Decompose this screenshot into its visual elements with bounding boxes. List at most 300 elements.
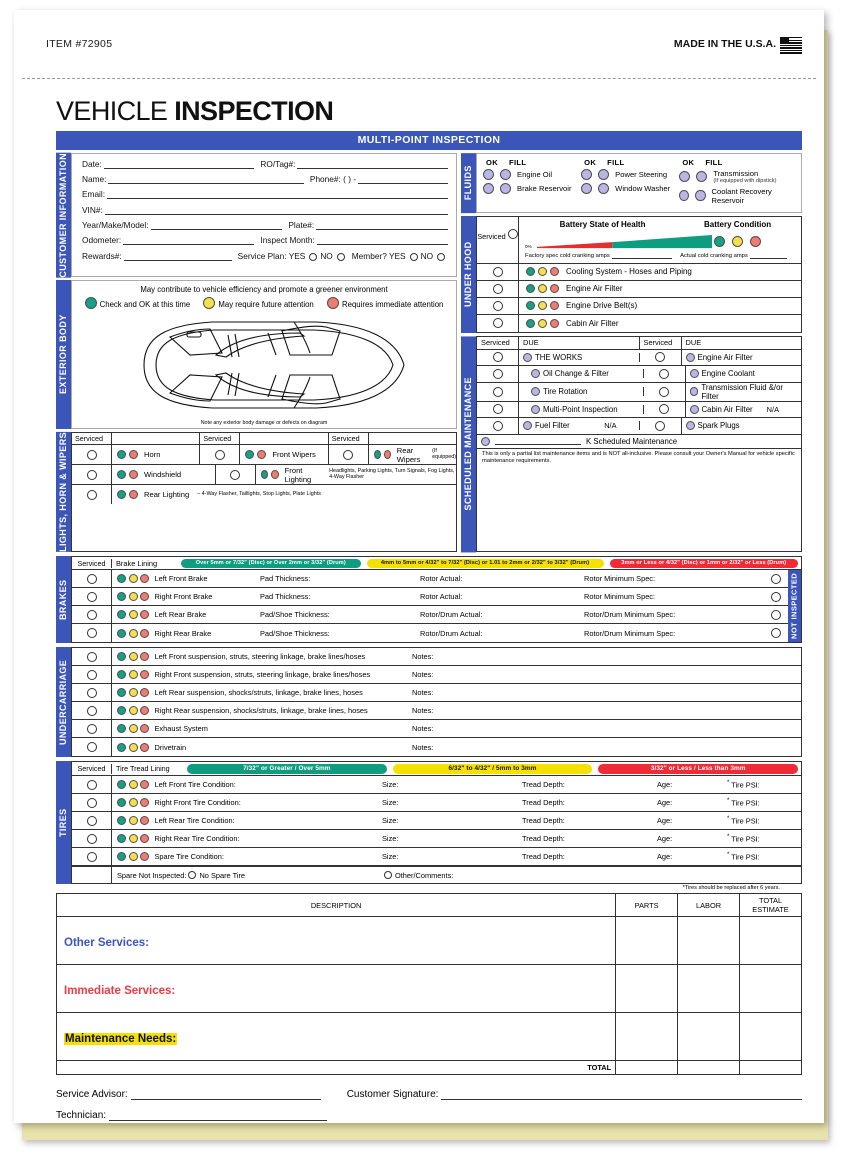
green-dot-icon[interactable] xyxy=(117,780,126,789)
k-sched-input[interactable] xyxy=(495,437,581,445)
rf-tire-tread-field[interactable]: Tread Depth: xyxy=(522,798,565,808)
red-dot-icon[interactable] xyxy=(140,574,149,583)
engine-drive-belt-item[interactable] xyxy=(519,301,801,310)
cabin-air-filter-sched-item[interactable] xyxy=(686,405,801,414)
transmission-fluid-item[interactable] xyxy=(686,383,801,401)
engine-coolant-label: Engine Coolant xyxy=(701,369,755,379)
multi-point-serviced-radio[interactable] xyxy=(477,402,519,418)
lr-rotor-drum-actual-field[interactable]: Rotor/Drum Actual: xyxy=(420,610,483,620)
oil-change-label: Oil Change & Filter xyxy=(543,369,609,379)
red-dot-icon[interactable] xyxy=(271,470,279,479)
green-dot-icon xyxy=(85,297,97,309)
lr-tire-tread-field[interactable]: Tread Depth: xyxy=(522,816,565,826)
battery-serviced-radio[interactable] xyxy=(508,229,518,239)
other-services-label: Other Services: xyxy=(64,936,150,949)
title-bold: INSPECTION xyxy=(174,96,334,126)
spare-tire-label: Spare Tire Condition: xyxy=(154,852,224,862)
cooling-system-serviced-radio[interactable] xyxy=(477,264,519,280)
yellow-dot-icon[interactable] xyxy=(538,284,547,293)
maintenance-needs-cell[interactable] xyxy=(57,1013,616,1061)
inspect-month-input[interactable] xyxy=(317,236,448,245)
other-services-total[interactable] xyxy=(740,917,802,965)
red-dot-icon[interactable] xyxy=(140,816,149,825)
member-no-radio[interactable] xyxy=(437,253,445,261)
green-dot-icon[interactable] xyxy=(117,610,126,619)
yellow-dot-icon[interactable] xyxy=(129,610,138,619)
lf-tire-age-field[interactable]: Age: xyxy=(657,780,673,790)
total-estimate[interactable] xyxy=(740,1061,802,1075)
engine-oil-fill-radio[interactable] xyxy=(500,169,511,180)
tire-rotation-label: Tire Rotation xyxy=(543,387,588,397)
spare-tire-item[interactable] xyxy=(112,852,382,861)
red-dot-icon[interactable] xyxy=(257,450,266,459)
lr-susp-notes-field[interactable]: Notes: xyxy=(412,688,434,698)
transmission-ok-radio[interactable] xyxy=(679,171,690,182)
lf-brake-serviced-radio[interactable] xyxy=(72,570,112,587)
actual-amps-label: Actual cold cranking amps xyxy=(680,252,748,259)
rr-brake-serviced-radio[interactable] xyxy=(72,624,112,642)
yellow-dot-icon[interactable] xyxy=(538,301,547,310)
signature-block xyxy=(56,1089,802,1121)
yellow-dot-icon[interactable] xyxy=(129,780,138,789)
rr-brake-item[interactable] xyxy=(112,629,260,638)
tire-pill-green: 7/32" or Greater / Over 5mm xyxy=(187,764,387,774)
transmission-fill-radio[interactable] xyxy=(696,171,707,182)
green-dot-icon[interactable] xyxy=(714,236,725,247)
plate-input[interactable] xyxy=(316,221,448,230)
spare-tire-age-field[interactable]: Age: xyxy=(657,852,673,862)
green-dot-icon[interactable] xyxy=(117,592,126,601)
power-steering-row[interactable] xyxy=(581,169,675,180)
actual-amps-input[interactable] xyxy=(750,251,787,259)
drivetrain-serviced-radio[interactable] xyxy=(72,738,112,756)
front-wipers-item[interactable] xyxy=(240,445,328,464)
fuel-filter-na: N/A xyxy=(604,421,617,431)
red-dot-icon[interactable] xyxy=(140,670,149,679)
signature-row-1 xyxy=(56,1089,802,1100)
k-scheduled-maintenance-row[interactable] xyxy=(477,435,801,449)
window-washer-ok-radio[interactable] xyxy=(581,183,592,194)
odometer-input[interactable] xyxy=(123,236,254,245)
factory-spec-label: Factory spec cold cranking amps xyxy=(525,252,610,259)
red-dot-icon[interactable] xyxy=(140,724,149,733)
rr-tire-age-field[interactable]: Age: xyxy=(657,834,673,844)
red-dot-icon[interactable] xyxy=(384,450,391,459)
serviced-header: Serviced xyxy=(477,231,506,241)
rear-wipers-serviced-radio[interactable] xyxy=(329,445,369,464)
rf-tire-age-field[interactable]: Age: xyxy=(657,798,673,808)
drivetrain-label: Drivetrain xyxy=(154,742,187,752)
car-top-view-diagram[interactable] xyxy=(104,311,424,419)
yellow-dot-icon[interactable] xyxy=(129,652,138,661)
yellow-dot-icon[interactable] xyxy=(129,574,138,583)
window-washer-fill-radio[interactable] xyxy=(598,183,609,194)
date-input[interactable] xyxy=(104,160,255,169)
row-name-phone xyxy=(82,174,448,184)
transmission-label: Transmission xyxy=(713,168,759,178)
yellow-dot-icon[interactable] xyxy=(129,816,138,825)
red-dot-icon[interactable] xyxy=(140,610,149,619)
lf-not-inspected-radio[interactable] xyxy=(764,574,788,584)
maintenance-needs-parts[interactable] xyxy=(616,1013,678,1061)
transmission-row[interactable] xyxy=(679,169,797,184)
fuel-filter-serviced-radio[interactable] xyxy=(477,418,519,434)
rear-lighting-serviced-radio[interactable] xyxy=(72,485,112,504)
yellow-dot-icon[interactable] xyxy=(129,798,138,807)
technician-label: Technician: xyxy=(56,1110,107,1122)
spare-tire-size-field[interactable]: Size: xyxy=(382,852,399,862)
engine-oil-ok-radio[interactable] xyxy=(483,169,494,180)
green-dot-icon[interactable] xyxy=(117,798,126,807)
rr-pad-shoe-field[interactable]: Pad/Shoe Thickness: xyxy=(260,628,330,638)
immediate-services-cell[interactable] xyxy=(57,965,616,1013)
rotag-input[interactable] xyxy=(297,160,448,169)
name-input[interactable] xyxy=(108,175,303,184)
green-dot-icon[interactable] xyxy=(117,670,126,679)
lr-pad-shoe-field[interactable]: Pad/Shoe Thickness: xyxy=(260,610,330,620)
rear-lighting-item[interactable] xyxy=(112,485,456,504)
red-dot-icon xyxy=(327,297,339,309)
brake-reservoir-row[interactable] xyxy=(483,183,577,194)
rr-tire-tread-field[interactable]: Tread Depth: xyxy=(522,834,565,844)
rf-rotor-actual-field[interactable]: Rotor Actual: xyxy=(420,592,463,602)
lf-tire-psi-field[interactable] xyxy=(727,780,801,789)
battery-health-gauge[interactable] xyxy=(525,231,680,249)
windshield-serviced-radio[interactable] xyxy=(72,465,112,484)
lr-brake-serviced-radio[interactable] xyxy=(72,606,112,623)
red-dot-icon[interactable] xyxy=(550,267,559,276)
horn-serviced-radio[interactable] xyxy=(72,445,112,464)
lights-spacer-1 xyxy=(112,433,200,444)
brake-reservoir-ok-radio[interactable] xyxy=(483,183,494,194)
yellow-dot-icon[interactable] xyxy=(129,852,138,861)
other-comments-radio[interactable] xyxy=(384,871,392,879)
engine-coolant-item[interactable] xyxy=(686,369,801,378)
spare-tire-psi-field[interactable] xyxy=(727,852,801,861)
rewards-input[interactable] xyxy=(124,252,232,261)
the-works-serviced-radio[interactable] xyxy=(477,350,519,366)
table-row xyxy=(57,965,802,1013)
rr-rotor-drum-min-field[interactable]: Rotor/Drum Minimum Spec: xyxy=(584,628,676,638)
tires-serviced-header: Serviced xyxy=(72,764,112,774)
condition-legend xyxy=(78,297,450,309)
red-dot-icon[interactable] xyxy=(140,834,149,843)
rr-tire-item[interactable] xyxy=(112,834,382,843)
red-dot-icon[interactable] xyxy=(140,798,149,807)
vin-input[interactable] xyxy=(105,206,448,215)
lr-tire-psi-field[interactable] xyxy=(727,816,801,825)
green-dot-icon[interactable] xyxy=(117,490,126,499)
lights-horn-wipers-tab: LIGHTS, HORN & WIPERS xyxy=(56,432,71,552)
no-spare-tire-radio[interactable] xyxy=(188,871,196,879)
red-dot-icon[interactable] xyxy=(140,852,149,861)
rf-brake-label: Right Front Brake xyxy=(154,592,213,602)
green-dot-icon[interactable] xyxy=(117,816,126,825)
rf-tire-item[interactable] xyxy=(112,798,382,807)
lr-susp-item[interactable] xyxy=(112,688,412,697)
rr-tire-serviced-radio[interactable] xyxy=(72,830,112,847)
rr-susp-notes-field[interactable]: Notes: xyxy=(412,706,434,716)
cabin-air-filter-label: Cabin Air Filter xyxy=(566,318,619,328)
other-comments-group[interactable] xyxy=(382,871,801,880)
row-email xyxy=(82,189,448,199)
rear-wipers-item[interactable] xyxy=(369,445,456,464)
lf-susp-notes-field[interactable]: Notes: xyxy=(412,652,434,662)
rf-tire-serviced-radio[interactable] xyxy=(72,794,112,811)
green-dot-icon[interactable] xyxy=(117,629,126,638)
cabin-air-filter-serviced-radio[interactable] xyxy=(477,315,519,332)
yellow-dot-icon[interactable] xyxy=(129,629,138,638)
row-odometer-month xyxy=(82,235,448,245)
total-parts[interactable] xyxy=(616,1061,678,1075)
immediate-services-labor[interactable] xyxy=(678,965,740,1013)
scheduled-note: This is only a partial list maintenance items and is NOT all-inclusive. Please consult your Owner's Manual for vehicle specific maintenance requirements. xyxy=(482,451,795,465)
red-dot-icon[interactable] xyxy=(750,236,761,247)
service-plan-yes-radio[interactable] xyxy=(309,253,317,261)
lf-tire-item[interactable] xyxy=(112,780,382,789)
green-dot-icon[interactable] xyxy=(117,724,126,733)
green-dot-icon[interactable] xyxy=(117,706,126,715)
brake-reservoir-fill-radio[interactable] xyxy=(500,183,511,194)
lf-tire-size-field[interactable]: Size: xyxy=(382,780,399,790)
rr-susp-item[interactable] xyxy=(112,706,412,715)
immediate-services-total[interactable] xyxy=(740,965,802,1013)
front-lighting-serviced-radio[interactable] xyxy=(216,465,256,484)
engine-air-filter-item[interactable] xyxy=(519,284,801,293)
technician-input[interactable] xyxy=(109,1110,327,1121)
lf-rotor-actual-field[interactable]: Rotor Actual: xyxy=(420,574,463,584)
red-dot-icon[interactable] xyxy=(140,780,149,789)
service-plan-no-radio[interactable] xyxy=(337,253,345,261)
green-dot-icon[interactable] xyxy=(245,450,254,459)
fluids-section xyxy=(461,153,802,213)
cabin-air-filter-sched-radio[interactable] xyxy=(644,402,686,418)
exhaust-label: Exhaust System xyxy=(154,724,208,734)
green-dot-icon[interactable] xyxy=(374,450,381,459)
spark-plugs-serviced-radio[interactable] xyxy=(640,418,682,434)
green-dot-icon[interactable] xyxy=(117,574,126,583)
green-dot-icon[interactable] xyxy=(117,470,126,479)
rr-tire-size-field[interactable]: Size: xyxy=(382,834,399,844)
green-dot-icon[interactable] xyxy=(117,652,126,661)
red-dot-icon[interactable] xyxy=(140,629,149,638)
oil-change-serviced-radio[interactable] xyxy=(477,366,519,382)
lf-tire-tread-field[interactable]: Tread Depth: xyxy=(522,780,565,790)
windshield-item[interactable] xyxy=(112,465,216,484)
yellow-dot-icon[interactable] xyxy=(129,834,138,843)
green-dot-icon[interactable] xyxy=(526,319,535,328)
yellow-dot-icon[interactable] xyxy=(732,236,743,247)
drivetrain-item[interactable] xyxy=(112,743,412,752)
engine-coolant-serviced-radio[interactable] xyxy=(644,366,686,382)
tire-rotation-serviced-radio[interactable] xyxy=(477,383,519,401)
lr-rotor-drum-min-field[interactable]: Rotor/Drum Minimum Spec: xyxy=(584,610,676,620)
maintenance-needs-labor[interactable] xyxy=(678,1013,740,1061)
email-input[interactable] xyxy=(107,190,448,199)
lights-spacer-3 xyxy=(369,433,456,444)
rf-susp-serviced-radio[interactable] xyxy=(72,666,112,683)
yellow-dot-icon[interactable] xyxy=(129,670,138,679)
horn-item[interactable] xyxy=(112,445,200,464)
rf-brake-item[interactable] xyxy=(112,592,260,601)
fluids-head-2 xyxy=(581,158,675,167)
green-dot-icon[interactable] xyxy=(117,688,126,697)
battery-titles xyxy=(525,220,795,229)
rf-brake-serviced-radio[interactable] xyxy=(72,588,112,605)
rr-rotor-drum-actual-field[interactable]: Rotor/Drum Actual: xyxy=(420,628,483,638)
other-services-parts[interactable] xyxy=(616,917,678,965)
rr-tire-psi-field[interactable] xyxy=(727,834,801,843)
lr-tire-size-field[interactable]: Size: xyxy=(382,816,399,826)
lf-susp-serviced-radio[interactable] xyxy=(72,648,112,665)
spare-tire-tread-field[interactable]: Tread Depth: xyxy=(522,852,565,862)
window-washer-row[interactable] xyxy=(581,183,675,194)
service-advisor-label: Service Advisor: xyxy=(56,1089,128,1101)
red-dot-icon[interactable] xyxy=(550,301,559,310)
other-services-labor[interactable] xyxy=(678,917,740,965)
vin-label: VIN#: xyxy=(82,204,103,215)
service-advisor-input[interactable] xyxy=(131,1089,321,1100)
yellow-dot-icon[interactable] xyxy=(129,724,138,733)
green-dot-icon[interactable] xyxy=(261,470,269,479)
cooling-system-item[interactable] xyxy=(519,267,801,276)
spare-not-inspected-group[interactable] xyxy=(112,871,382,880)
exhaust-serviced-radio[interactable] xyxy=(72,720,112,737)
multi-point-item[interactable] xyxy=(519,405,643,414)
red-dot-icon[interactable] xyxy=(140,652,149,661)
engine-air-filter-serviced-radio[interactable] xyxy=(477,281,519,297)
rf-susp-notes-field[interactable]: Notes: xyxy=(412,670,434,680)
factory-spec-field xyxy=(525,251,680,259)
exhaust-notes-field[interactable]: Notes: xyxy=(412,724,434,734)
lr-tire-item[interactable] xyxy=(112,816,382,825)
transmission-fluid-serviced-radio[interactable] xyxy=(644,383,686,401)
k-sched-radio[interactable] xyxy=(481,437,490,446)
lr-brake-item[interactable] xyxy=(112,610,260,619)
other-services-cell[interactable] xyxy=(57,917,616,965)
green-dot-icon[interactable] xyxy=(117,834,126,843)
year-make-model-input[interactable] xyxy=(151,221,283,230)
front-wipers-serviced-radio[interactable] xyxy=(200,445,240,464)
engine-oil-row[interactable] xyxy=(483,169,577,180)
green-dot-icon[interactable] xyxy=(526,284,535,293)
immediate-services-parts[interactable] xyxy=(616,965,678,1013)
transmission-fluid-label: Transmission Fluid &/or Filter xyxy=(701,382,784,401)
ok-label: OK xyxy=(584,157,597,167)
lf-susp-item[interactable] xyxy=(112,652,412,661)
rf-tire-psi-field[interactable] xyxy=(727,798,801,807)
yellow-dot-icon[interactable] xyxy=(129,706,138,715)
rf-susp-item[interactable] xyxy=(112,670,412,679)
red-dot-icon[interactable] xyxy=(140,688,149,697)
lr-not-inspected-radio[interactable] xyxy=(764,610,788,620)
power-steering-fill-radio[interactable] xyxy=(598,169,609,180)
red-dot-icon[interactable] xyxy=(550,319,559,328)
red-dot-icon[interactable] xyxy=(129,470,138,479)
lights-serviced-header-3: Serviced xyxy=(329,433,369,444)
yellow-dot-icon[interactable] xyxy=(129,688,138,697)
lr-susp-label: Left Rear suspension, shocks/struts, linkage, brake lines, hoses xyxy=(154,688,363,698)
coolant-recovery-ok-radio[interactable] xyxy=(679,190,689,201)
green-dot-icon[interactable] xyxy=(117,852,126,861)
green-dot-icon[interactable] xyxy=(117,743,126,752)
fluids-head-3 xyxy=(679,158,797,167)
member-yes-radio[interactable] xyxy=(410,253,418,261)
rr-brake-label: Right Rear Brake xyxy=(154,628,212,638)
rf-pad-thickness-field[interactable]: Pad Thickness: xyxy=(260,592,311,602)
engine-air-filter-sched-item[interactable] xyxy=(682,353,801,362)
engine-air-filter-sched-radio[interactable] xyxy=(640,350,682,366)
green-dot-icon[interactable] xyxy=(526,301,535,310)
rr-susp-serviced-radio[interactable] xyxy=(72,702,112,719)
the-works-item[interactable] xyxy=(519,353,639,362)
red-dot-icon[interactable] xyxy=(140,743,149,752)
rf-not-inspected-radio[interactable] xyxy=(764,592,788,602)
phone-input[interactable] xyxy=(358,175,448,184)
total-labor[interactable] xyxy=(678,1061,740,1075)
fuel-filter-item[interactable] xyxy=(519,421,639,430)
scheduled-header-row xyxy=(477,337,801,350)
customer-signature-input[interactable] xyxy=(441,1089,802,1100)
maintenance-needs-total[interactable] xyxy=(740,1013,802,1061)
green-dot-icon[interactable] xyxy=(526,267,535,276)
due-header-right: DUE xyxy=(685,338,702,348)
red-dot-icon[interactable] xyxy=(140,592,149,601)
transmission-sub: (If equipped with dipstick) xyxy=(713,177,777,184)
spark-plugs-item[interactable] xyxy=(682,421,801,430)
power-steering-ok-radio[interactable] xyxy=(581,169,592,180)
yellow-dot-icon[interactable] xyxy=(129,743,138,752)
cabin-air-filter-item[interactable] xyxy=(519,319,801,328)
exhaust-item[interactable] xyxy=(112,724,412,733)
rr-tire-psi-label: Tire PSI: xyxy=(731,834,760,844)
lf-brake-item[interactable] xyxy=(112,574,260,583)
yellow-dot-icon[interactable] xyxy=(538,267,547,276)
lf-rotor-min-field[interactable]: Rotor Minimum Spec: xyxy=(584,574,656,584)
lr-susp-serviced-radio[interactable] xyxy=(72,684,112,701)
drivetrain-notes-field[interactable]: Notes: xyxy=(412,742,434,752)
lf-tire-serviced-radio[interactable] xyxy=(72,776,112,793)
rf-tire-size-field[interactable]: Size: xyxy=(382,798,399,808)
yellow-dot-icon[interactable] xyxy=(129,592,138,601)
coolant-recovery-row[interactable] xyxy=(679,187,797,205)
red-dot-icon[interactable] xyxy=(140,706,149,715)
green-dot-icon[interactable] xyxy=(117,450,126,459)
coolant-recovery-fill-radio[interactable] xyxy=(695,190,705,201)
red-dot-icon[interactable] xyxy=(129,490,138,499)
lf-pad-thickness-field[interactable]: Pad Thickness: xyxy=(260,574,311,584)
tire-tread-lining-header: Tire Tread Lining xyxy=(116,764,170,774)
engine-drive-belt-serviced-radio[interactable] xyxy=(477,298,519,314)
rr-not-inspected-radio[interactable] xyxy=(764,628,788,638)
red-dot-icon[interactable] xyxy=(129,450,138,459)
yellow-dot-icon[interactable] xyxy=(538,319,547,328)
red-dot-icon[interactable] xyxy=(550,284,559,293)
lr-tire-serviced-radio[interactable] xyxy=(72,812,112,829)
rf-rotor-min-field[interactable]: Rotor Minimum Spec: xyxy=(584,592,656,602)
rr-tire-label: Right Rear Tire Condition: xyxy=(154,834,240,844)
front-lighting-item[interactable] xyxy=(256,465,456,484)
fill-label: FILL xyxy=(509,157,527,167)
oil-change-item[interactable] xyxy=(519,369,643,378)
tire-rotation-item[interactable] xyxy=(519,387,643,396)
rr-susp-label: Right Rear suspension, shocks/struts, linkage, brake lines, hoses xyxy=(154,706,368,716)
factory-spec-input[interactable] xyxy=(612,251,672,259)
lr-tire-age-field[interactable]: Age: xyxy=(657,816,673,826)
spare-tire-serviced-radio[interactable] xyxy=(72,848,112,865)
row-date-rotag xyxy=(82,159,448,169)
ok-label: OK xyxy=(486,157,499,167)
